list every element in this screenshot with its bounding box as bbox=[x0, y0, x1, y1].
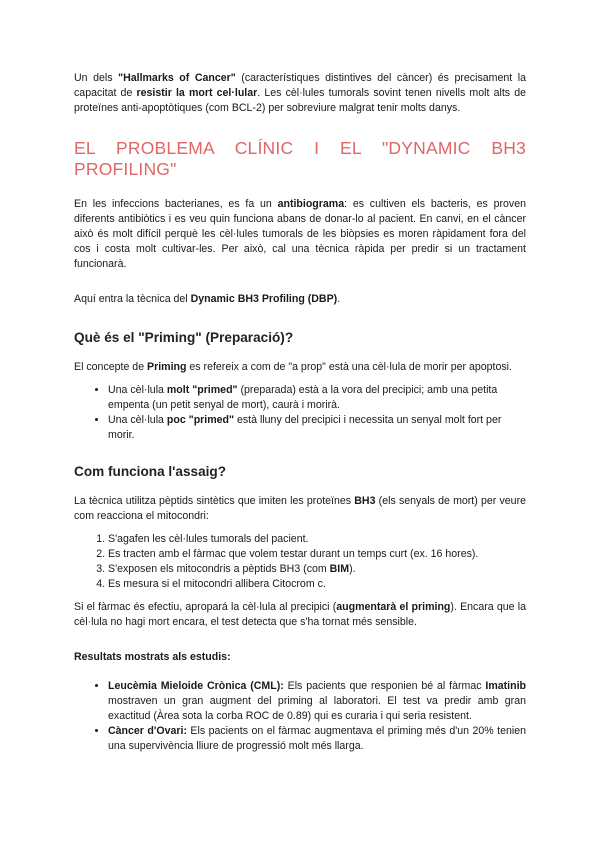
bold-run: Imatinib bbox=[485, 680, 526, 692]
assay-steps-list bbox=[74, 532, 526, 592]
text-run: Aquí entra la tècnica del bbox=[74, 293, 191, 305]
text-run: Una cèl·lula bbox=[108, 414, 167, 426]
bold-run: Càncer d'Ovari: bbox=[108, 725, 187, 737]
text-run: (característiques distintives del càncer) és precisament la capacitat de bbox=[74, 72, 526, 99]
text-run: mostraven un gran augment del priming al laboratori. El test va predir amb gran exactitud (Àrea sota la corba ROC de 0.89) qui es curaria i qui seria resistent. bbox=[108, 695, 526, 722]
text-run: El concepte de bbox=[74, 361, 148, 373]
text-run: Es mesura si el mitocondri allibera Citocrom c. bbox=[108, 578, 326, 590]
priming-paragraph bbox=[74, 360, 526, 375]
list-item bbox=[108, 577, 526, 592]
text-run: S'exposen els mitocondris a pèptids BH3 (com bbox=[108, 563, 330, 575]
problem-paragraph bbox=[74, 197, 526, 272]
text-run: ). bbox=[349, 563, 356, 575]
bold-run: Priming bbox=[147, 361, 187, 373]
text-run: Els pacients on el fàrmac augmentava el priming més d'un 20% tenien una supervivència lliure de progressió molt més llarga. bbox=[108, 725, 526, 752]
section-heading: EL PROBLEMA CLÍNIC I EL "DYNAMIC BH3 PROFILING" bbox=[74, 138, 526, 179]
text-run: S'agafen les cèl·lules tumorals del pacient. bbox=[108, 533, 309, 545]
text-run: es refereix a com de "a prop" està una cèl·lula de morir per apoptosi. bbox=[186, 361, 512, 373]
text-run: . bbox=[337, 293, 341, 305]
document-content bbox=[74, 71, 526, 754]
bold-run: augmentarà el priming bbox=[336, 601, 451, 613]
list-item bbox=[108, 532, 526, 547]
text-run: Si el fàrmac és efectiu, apropará la cèl·lula al precipici ( bbox=[74, 601, 337, 613]
text-run: ). Encara que la cèl·lula no hagi mort encara, el test detecta que s'ha tornat més sensible. bbox=[74, 601, 526, 628]
assay-paragraph bbox=[74, 494, 526, 524]
priming-bullet-list bbox=[74, 383, 526, 443]
text-run: Es tracten amb el fàrmac que volem testar durant un temps curt (ex. 16 hores). bbox=[108, 548, 479, 560]
priming-heading: Què és el "Priming" (Preparació)? bbox=[74, 330, 294, 345]
text-run: La tècnica utilitza pèptids sintètics que imiten les proteïnes bbox=[74, 495, 355, 507]
list-item bbox=[108, 547, 526, 562]
bold-run: Dynamic BH3 Profiling (DBP) bbox=[190, 293, 338, 305]
text-run: Una cèl·lula bbox=[108, 384, 167, 396]
text-run: (els senyals de mort) per veure com reacciona el mitocondri: bbox=[74, 495, 526, 522]
results-list bbox=[74, 679, 526, 754]
assay-heading: Com funciona l'assaig? bbox=[74, 464, 227, 479]
text-run: . Les cèl·lules tumorals sovint tenen nivells molt alts de proteïnes anti-apoptòtiques (com BCL-2) per sobreviure malgrat tenir molts danys. bbox=[74, 87, 526, 114]
bold-run: BH3 bbox=[354, 495, 376, 507]
text-run: està lluny del precipici i necessita un senyal molt fort per morir. bbox=[108, 414, 502, 441]
bold-run: "Hallmarks of Cancer" bbox=[118, 72, 236, 84]
assay-conclusion-paragraph bbox=[74, 600, 526, 630]
dbp-intro-paragraph bbox=[74, 292, 526, 307]
bold-run: poc "primed" bbox=[166, 414, 235, 426]
bold-run: resistir la mort cel·lular bbox=[136, 87, 258, 99]
bold-run: molt "primed" bbox=[166, 384, 238, 396]
list-item bbox=[108, 562, 526, 577]
results-heading: Resultats mostrats als estudis: bbox=[74, 651, 231, 663]
bold-run: BIM bbox=[329, 563, 350, 575]
list-item bbox=[108, 413, 526, 443]
text-run: Els pacients que responien bé al fàrmac bbox=[283, 680, 486, 692]
bold-run: Leucèmia Mieloide Crònica (CML): bbox=[108, 680, 284, 692]
list-item bbox=[108, 724, 526, 754]
text-run: (preparada) està a la vora del precipici; amb una petita empenta (un petit senyal de mort), caurà i morirà. bbox=[108, 384, 498, 411]
text-run: Un dels bbox=[74, 72, 119, 84]
intro-paragraph bbox=[74, 71, 526, 116]
text-run: : es cultiven els bacteris, es proven diferents antibiòtics i es veu quin funciona abans de donar-lo al pacient. En canvi, en el càncer això és molt difícil perquè les cèl·lules tumorals de les biòpsies es moren ràpidament fora del cos i costa molt cultivar-les. Per això, cal una tècnica ràpida per predir si un tractament funcionarà. bbox=[74, 198, 526, 270]
text-run: En les infeccions bacterianes, es fa un bbox=[74, 198, 278, 210]
list-item bbox=[108, 679, 526, 724]
bold-run: antibiograma bbox=[277, 198, 345, 210]
list-item bbox=[108, 383, 526, 413]
